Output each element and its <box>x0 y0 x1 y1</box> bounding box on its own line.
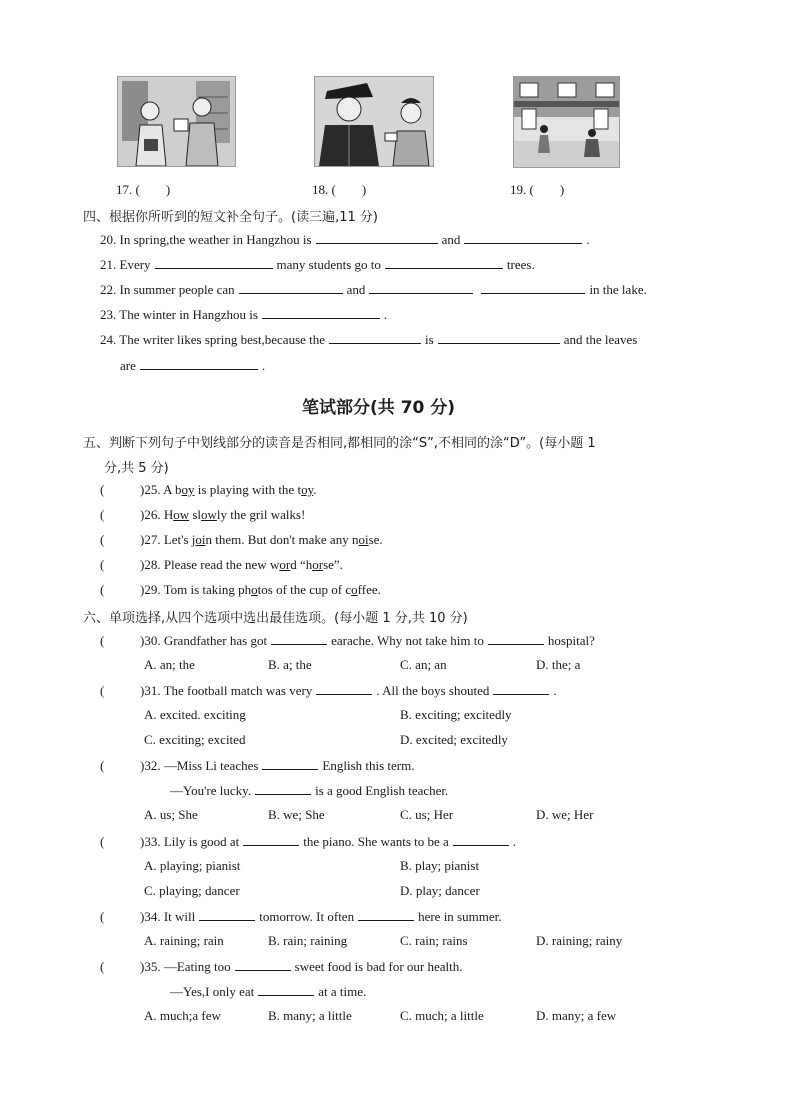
q32-option-a[interactable]: A. us; She <box>144 807 198 822</box>
q32-stem2-a: —You're lucky. <box>170 783 252 798</box>
q21-text-a: Every <box>119 257 151 272</box>
q30-stem <box>100 632 595 649</box>
q24-text-d: are <box>120 358 136 373</box>
q20-line <box>100 231 590 248</box>
q30-option-b[interactable]: B. a; the <box>268 657 312 672</box>
q33-option-b[interactable]: B. play; pianist <box>400 858 480 873</box>
q25-text-b1: b <box>175 482 182 497</box>
q22-text-b: and <box>346 282 366 297</box>
shop-scene-illustration <box>117 76 236 167</box>
q25-underlined-1: oy <box>181 482 195 497</box>
q33-stem <box>100 833 516 850</box>
q34-stem <box>100 908 501 925</box>
q30-blank-2[interactable] <box>488 632 544 645</box>
q20-text-b: and <box>441 232 461 247</box>
q35-stem-b: sweet food is bad for our health. <box>294 959 463 974</box>
section6-heading: 六、单项选择,从四个选项中选出最佳选项。(每小题 1 分,共 10 分) <box>83 611 468 626</box>
q19-label: 19. ( ) <box>510 182 565 197</box>
q30-paren[interactable]: ( <box>100 633 105 648</box>
q25-underlined-2: oy <box>301 482 314 497</box>
q26-underlined-2: ow <box>201 507 217 522</box>
q31-stem-c: . <box>553 683 557 698</box>
q35-stem <box>100 958 463 975</box>
q27-text-pre: )27. Let's j <box>140 532 196 547</box>
q26-text-mid: sl <box>189 507 202 522</box>
q17-label: 17. ( ) <box>116 182 171 197</box>
q22-text-a: In summer people can <box>119 282 235 297</box>
q35-stem-2 <box>170 983 366 1000</box>
q24-text-a: The writer likes spring best,because the <box>119 332 326 347</box>
q29-line <box>100 582 381 598</box>
q29-text-pre: )29. Tom is taking ph <box>140 582 252 597</box>
q28-paren[interactable]: ( <box>100 557 105 572</box>
q28-line <box>100 557 343 573</box>
q29-paren[interactable]: ( <box>100 582 105 597</box>
q21-text-c: trees. <box>506 257 535 272</box>
section4-heading: 四、根据你所听到的短文补全句子。(读三遍,11 分) <box>83 210 378 225</box>
q24-line-2 <box>120 357 265 374</box>
q33-blank-2[interactable] <box>453 833 509 846</box>
q33-stem-b: the piano. She wants to be a <box>303 834 449 849</box>
q31-stem <box>100 682 557 699</box>
q21-blank-2[interactable] <box>385 256 503 269</box>
q27-underlined-1: oi <box>195 532 206 547</box>
q23-num: 23. <box>100 307 117 322</box>
q34-option-c[interactable]: C. rain; rains <box>400 933 468 948</box>
q25-paren[interactable]: ( <box>100 482 105 497</box>
q35-blank-1[interactable] <box>235 958 291 971</box>
q34-stem-b: tomorrow. It often <box>259 909 355 924</box>
q31-stem-b: . All the boys shouted <box>376 683 490 698</box>
q20-blank-2[interactable] <box>464 231 582 244</box>
q33-option-c[interactable]: C. playing; dancer <box>144 883 240 898</box>
q29-underlined-1: o <box>251 582 258 597</box>
q30-stem-c: hospital? <box>547 633 595 648</box>
q33-option-d[interactable]: D. play; dancer <box>400 883 480 898</box>
q32-stem-b: English this term. <box>322 758 415 773</box>
q27-text-end: se. <box>368 532 383 547</box>
q18-label: 18. ( ) <box>312 182 367 197</box>
q34-blank-1[interactable] <box>199 908 255 921</box>
q33-paren[interactable]: ( <box>100 834 105 849</box>
q33-blank-1[interactable] <box>243 833 299 846</box>
q31-blank-2[interactable] <box>493 682 549 695</box>
q35-paren[interactable]: ( <box>100 959 105 974</box>
q34-blank-2[interactable] <box>358 908 414 921</box>
q30-stem-a: )30. Grandfather has got <box>140 633 268 648</box>
q28-text-mid: d “h <box>290 557 313 572</box>
q26-text-end: ly the gril walks! <box>216 507 306 522</box>
q21-text-b: many students go to <box>276 257 381 272</box>
q34-paren[interactable]: ( <box>100 909 105 924</box>
q35-stem2-b: at a time. <box>318 984 367 999</box>
q25-text-mid: is playing with the <box>194 482 298 497</box>
q32-blank-1[interactable] <box>262 757 318 770</box>
q29-text-mid: tos of the cup of c <box>257 582 352 597</box>
q24-line <box>100 331 637 348</box>
q31-option-d[interactable]: D. excited; excitedly <box>400 732 508 747</box>
q24-text-e: . <box>261 358 266 373</box>
q27-paren[interactable]: ( <box>100 532 105 547</box>
q20-num: 20. <box>100 232 117 247</box>
section5-heading-line2: 分,共 5 分) <box>104 461 169 476</box>
q24-text-c: and the leaves <box>563 332 638 347</box>
q21-blank-1[interactable] <box>155 256 273 269</box>
q24-text-b: is <box>425 332 434 347</box>
q31-paren[interactable]: ( <box>100 683 105 698</box>
q34-stem-c: here in summer. <box>418 909 502 924</box>
q25-text-pre: )25. A <box>140 482 176 497</box>
q22-text-c: in the lake. <box>589 282 647 297</box>
q25-text-b2: t <box>297 482 302 497</box>
q32-option-c[interactable]: C. us; Her <box>400 807 454 822</box>
q32-blank-2[interactable] <box>255 782 311 795</box>
q23-text-a: The winter in Hangzhou is <box>119 307 258 322</box>
q35-stem2-a: —Yes,I only eat <box>170 984 255 999</box>
q32-stem <box>100 757 415 774</box>
q31-stem-a: )31. The football match was very <box>140 683 313 698</box>
q28-underlined-2: or <box>312 557 324 572</box>
q31-option-b[interactable]: B. exciting; excitedly <box>400 707 512 722</box>
q22-blank-1[interactable] <box>239 281 343 294</box>
q34-stem-a: )34. It will <box>140 909 196 924</box>
q20-text-a: In spring,the weather in Hangzhou is <box>119 232 312 247</box>
q31-blank-1[interactable] <box>316 682 372 695</box>
section5-heading-line1: 五、判断下列句子中划线部分的读音是否相同,都相同的涂“S”,不相同的涂“D”。(每小题 1 <box>83 436 596 451</box>
q21-num: 21. <box>100 257 117 272</box>
q35-blank-2[interactable] <box>258 983 314 996</box>
q21-line <box>100 256 535 273</box>
q35-option-d[interactable]: D. many; a few <box>536 1008 617 1023</box>
q24-num: 24. <box>100 332 117 347</box>
q35-option-b[interactable]: B. many; a little <box>268 1008 352 1023</box>
q20-blank-1[interactable] <box>316 231 438 244</box>
q26-line <box>100 507 305 523</box>
q23-line <box>100 306 387 323</box>
q32-option-b[interactable]: B. we; She <box>268 807 325 822</box>
q24-blank-1[interactable] <box>329 331 421 344</box>
q24-blank-2[interactable] <box>438 331 560 344</box>
q27-text-mid: n them. But don't make any n <box>205 532 359 547</box>
q35-stem-a: )35. —Eating too <box>140 959 231 974</box>
q25-text-end: . <box>313 482 317 497</box>
q32-stem-2 <box>170 782 448 799</box>
q24-blank-3[interactable] <box>140 357 258 370</box>
q28-text-end: se”. <box>323 557 343 572</box>
q30-option-d[interactable]: D. the; a <box>536 657 581 672</box>
street-scene-illustration <box>513 76 620 168</box>
written-part-title: 笔试部分(共 70 分) <box>302 398 456 418</box>
police-officer-illustration <box>314 76 434 167</box>
q34-option-b[interactable]: B. rain; raining <box>268 933 348 948</box>
q29-text-end: ffee. <box>357 582 381 597</box>
q22-blank-3[interactable] <box>481 281 585 294</box>
q34-option-a[interactable]: A. raining; rain <box>144 933 224 948</box>
q28-text-pre: )28. Please read the new w <box>140 557 280 572</box>
q32-stem-a: )32. —Miss Li teaches <box>140 758 259 773</box>
q32-option-d[interactable]: D. we; Her <box>536 807 594 822</box>
q31-option-c[interactable]: C. exciting; excited <box>144 732 246 747</box>
q32-stem2-b: is a good English teacher. <box>315 783 449 798</box>
q34-option-d[interactable]: D. raining; rainy <box>536 933 623 948</box>
q30-option-c[interactable]: C. an; an <box>400 657 447 672</box>
q35-option-a[interactable]: A. much;a few <box>144 1008 221 1023</box>
q30-stem-b: earache. Why not take him to <box>331 633 484 648</box>
q22-line <box>100 281 647 298</box>
q35-option-c[interactable]: C. much; a little <box>400 1008 484 1023</box>
q30-blank-1[interactable] <box>271 632 327 645</box>
q33-option-a[interactable]: A. playing; pianist <box>144 858 241 873</box>
q33-stem-a: )33. Lily is good at <box>140 834 240 849</box>
q25-line <box>100 482 317 498</box>
q30-option-a[interactable]: A. an; the <box>144 657 195 672</box>
q29-underlined-2: o <box>351 582 358 597</box>
q27-underlined-2: oi <box>358 532 369 547</box>
q22-num: 22. <box>100 282 117 297</box>
q22-blank-2[interactable] <box>369 281 473 294</box>
q23-text-b: . <box>383 307 388 322</box>
q28-underlined-1: or <box>279 557 291 572</box>
q27-line <box>100 532 383 548</box>
q26-paren[interactable]: ( <box>100 507 105 522</box>
q23-blank-1[interactable] <box>262 306 380 319</box>
q26-text-pre: )26. H <box>140 507 174 522</box>
q31-option-a[interactable]: A. excited. exciting <box>144 707 246 722</box>
q32-paren[interactable]: ( <box>100 758 105 773</box>
q33-stem-c: . <box>512 834 517 849</box>
q20-text-c: . <box>586 232 590 247</box>
q26-underlined-1: ow <box>173 507 190 522</box>
